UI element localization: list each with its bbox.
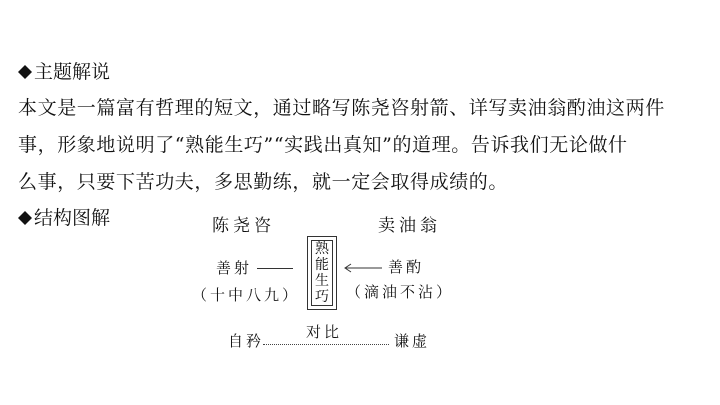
right-skill: 善酌 — [388, 258, 425, 276]
diamond-bullet-icon — [18, 65, 32, 79]
right-title: 卖油翁 — [378, 216, 441, 236]
center-char-1: 熟 — [315, 241, 329, 257]
left-connector-line — [257, 268, 293, 269]
center-char-3: 生 — [315, 273, 329, 289]
center-char-2: 能 — [315, 257, 329, 273]
left-skill: 善射 — [216, 259, 253, 277]
section-heading-structure — [18, 206, 110, 230]
section-heading-theme — [18, 60, 110, 84]
section-heading-structure-label: 结构图解 — [34, 207, 111, 229]
center-char-4: 巧 — [315, 289, 329, 305]
right-attitude: 谦虚 — [394, 332, 431, 350]
left-detail: （十中八九） — [192, 286, 301, 304]
diamond-bullet-icon — [18, 211, 32, 225]
center-box — [307, 236, 337, 310]
theme-paragraph-line-2: 事，形象地说明了“熟能生巧”“实践出真知”的道理。告诉我们无论做什 — [18, 134, 628, 156]
left-attitude: 自矜 — [228, 332, 265, 350]
left-title: 陈尧咨 — [212, 216, 275, 236]
center-box-inner — [311, 240, 333, 306]
section-heading-theme-label: 主题解说 — [34, 61, 111, 83]
theme-paragraph-line-3: 么事，只要下苦功夫，多思勤练，就一定会取得成绩的。 — [18, 171, 509, 193]
contrast-line — [263, 344, 389, 345]
contrast-label: 对比 — [306, 323, 343, 341]
theme-paragraph-line-1: 本文是一篇富有哲理的短文，通过略写陈尧咨射箭、详写卖油翁酌油这两件 — [18, 97, 665, 119]
right-detail: （滴油不沾） — [346, 283, 455, 301]
right-arrow-icon — [342, 262, 382, 274]
